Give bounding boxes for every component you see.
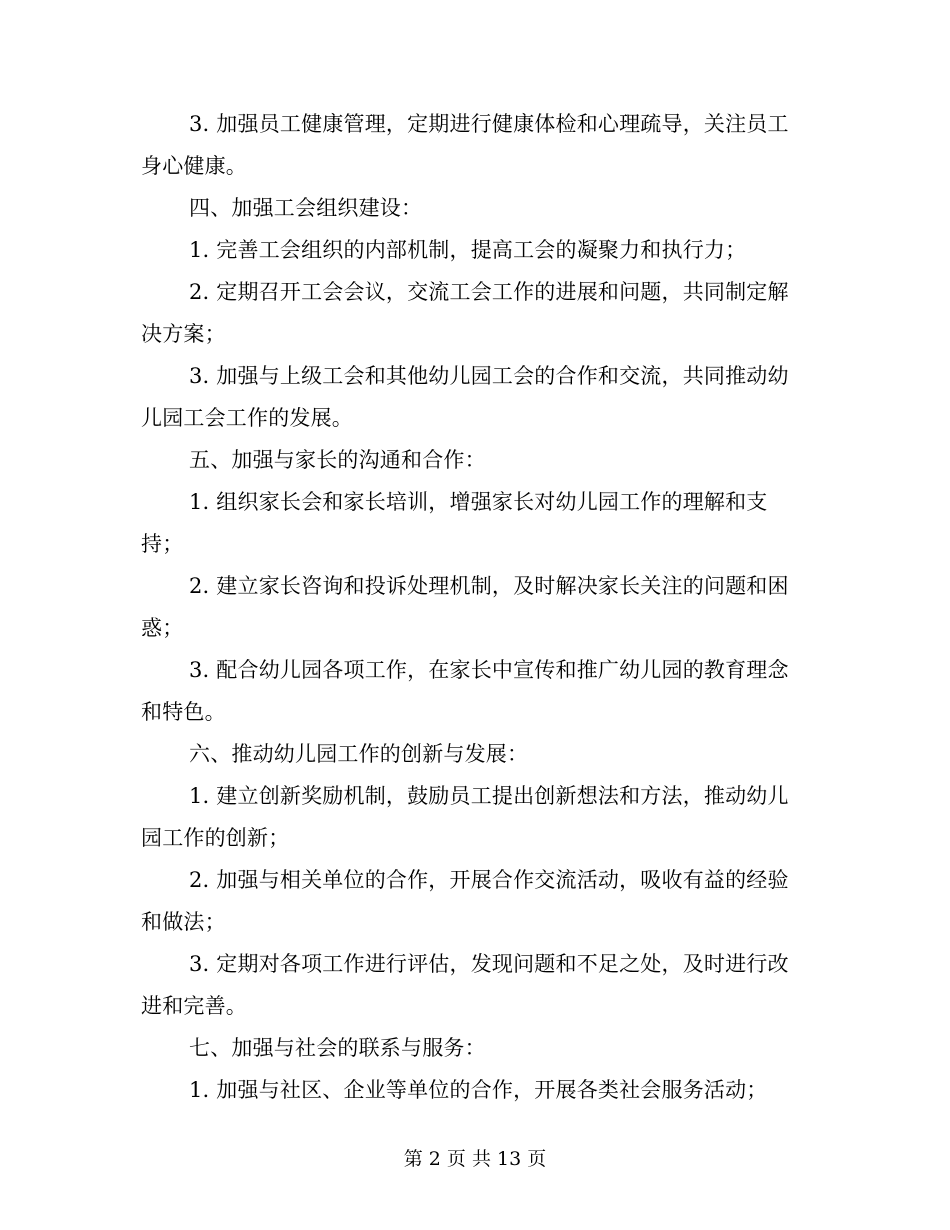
paragraph-item: 3. 加强员工健康管理，定期进行健康体检和心理疏导，关注员工身心健康。 [141, 112, 789, 178]
section-heading: 五、加强与家长的沟通和合作： [189, 448, 486, 472]
page-number-label: 第 2 页 共 13 页 [403, 1148, 547, 1170]
document-body [141, 103, 809, 1111]
paragraph-item: 2. 定期召开工会会议，交流工会工作的进展和问题，共同制定解决方案； [141, 280, 789, 346]
paragraph-item: 1. 加强与社区、企业等单位的合作，开展各类社会服务活动； [189, 1078, 768, 1102]
paragraph-item: 3. 定期对各项工作进行评估，发现问题和不足之处，及时进行改进和完善。 [141, 952, 789, 1018]
section-heading: 四、加强工会组织建设： [189, 196, 423, 220]
paragraph-item: 2. 建立家长咨询和投诉处理机制，及时解决家长关注的问题和困惑； [141, 574, 789, 640]
paragraph-item: 2. 加强与相关单位的合作，开展合作交流活动，吸收有益的经验和做法； [141, 868, 789, 934]
section-heading: 六、推动幼儿园工作的创新与发展： [189, 742, 529, 766]
paragraph-item: 3. 加强与上级工会和其他幼儿园工会的合作和交流，共同推动幼儿园工会工作的发展。 [141, 364, 789, 430]
section-heading: 七、加强与社会的联系与服务： [189, 1036, 486, 1060]
page-footer [0, 1144, 950, 1174]
paragraph-item: 1. 完善工会组织的内部机制，提高工会的凝聚力和执行力； [189, 238, 747, 262]
paragraph-item: 1. 建立创新奖励机制，鼓励员工提出创新想法和方法，推动幼儿园工作的创新； [141, 784, 789, 850]
paragraph-item: 3. 配合幼儿园各项工作，在家长中宣传和推广幼儿园的教育理念和特色。 [141, 658, 789, 724]
paragraph-item: 1. 组织家长会和家长培训，增强家长对幼儿园工作的理解和支持； [141, 490, 768, 556]
